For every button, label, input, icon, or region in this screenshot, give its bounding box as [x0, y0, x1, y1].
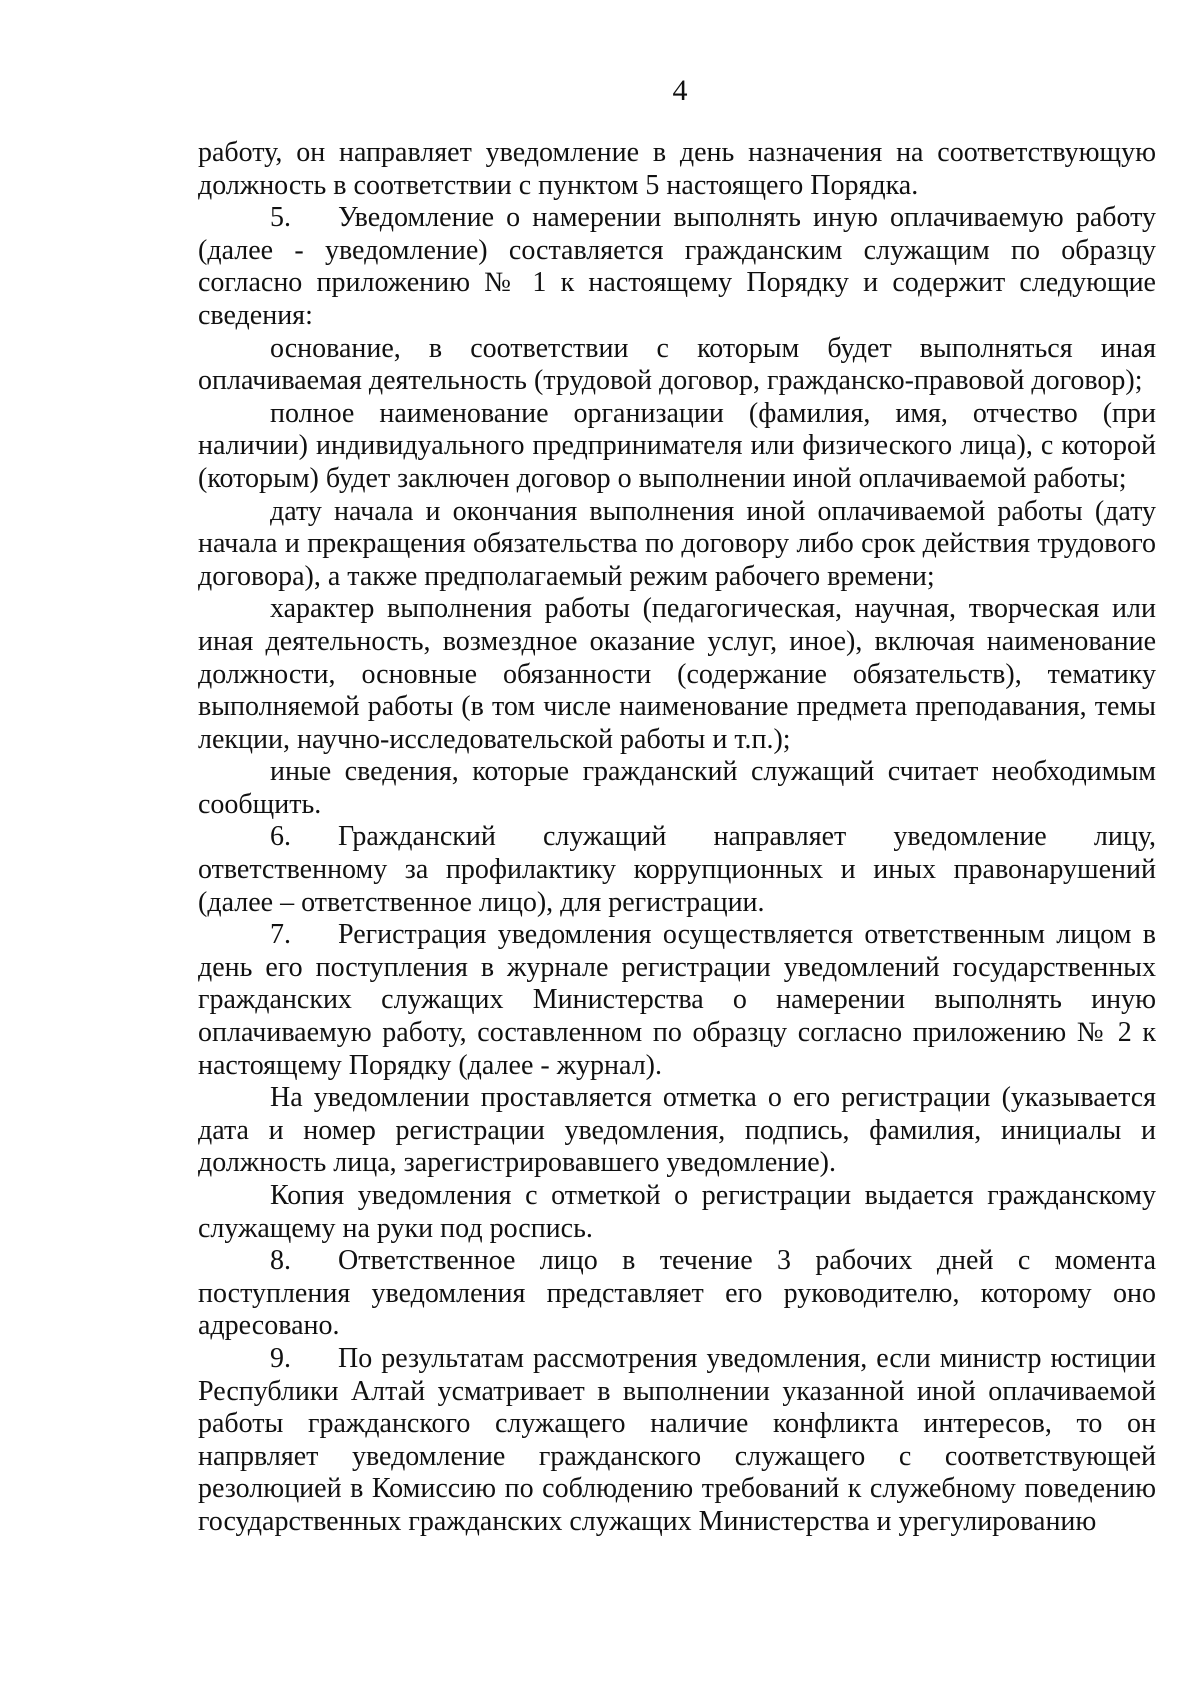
paragraph-text: На уведомлении проставляется отметка о его регистрации (указывается дата и номер регистрации уведомления, подпись, фамилия, инициалы и должность лица, зарегистрировавшего уведомление). — [198, 1082, 1156, 1179]
paragraph-text: иные сведения, которые гражданский служащий считает необходимым сообщить. — [198, 756, 1156, 820]
paragraph-text: Ответственное лицо в течение 3 рабочих дней с момента поступления уведомления представляет его руководителю, которому оно адресовано. — [198, 1245, 1156, 1342]
paragraph-number: 7. — [270, 919, 291, 951]
paragraph-number: 5. — [270, 202, 291, 234]
paragraph-item-6 — [198, 821, 1156, 919]
paragraph-item-9 — [198, 1343, 1156, 1539]
paragraph-number: 8. — [270, 1245, 291, 1277]
paragraph-text: основание, в соответствии с которым будет выполняться иная оплачиваемая деятельность (трудовой договор, гражданско-правовой договор); — [198, 332, 1156, 397]
paragraph-basis — [198, 333, 1156, 398]
paragraph-text: Регистрация уведомления осуществляется ответственным лицом в день его поступления в журнале регистрации уведомлений государственных гражданских служащих Министерства о намерении выполнять иную оплачиваемую работу, составленном по образцу согласно приложению № 2 к настоящему Порядку (далее - журнал). — [198, 919, 1156, 1081]
paragraph-text: По результатам рассмотрения уведомления, если министр юстиции Республики Алтай усматривает в выполнении указанной иной оплачиваемой работы гражданского служащего наличие конфликта интересов, то он напрвляет уведомление гражданского служащего с соответствующей резолюцией в Комиссию по соблюдению требований к служебному поведению государственных гражданских служащих Министерства и урегулированию — [198, 1342, 1156, 1537]
paragraph-organization — [198, 398, 1156, 496]
paragraph-item-8 — [198, 1245, 1156, 1343]
paragraph-other-info — [198, 756, 1156, 821]
paragraph-continuation — [198, 137, 1156, 202]
paragraph-copy-issued — [198, 1180, 1156, 1245]
document-body — [198, 137, 1156, 1539]
paragraph-dates — [198, 496, 1156, 594]
paragraph-work-nature — [198, 593, 1156, 756]
paragraph-text: Копия уведомления с отметкой о регистрации выдается гражданскому служащему на руки под роспись. — [198, 1180, 1156, 1244]
paragraph-text: работу, он направляет уведомление в день назначения на соответствующую должность в соответствии с пунктом 5 настоящего Порядка. — [198, 137, 1156, 201]
paragraph-text: Уведомление о намерении выполнять иную оплачиваемую работу (далее - уведомление) составляется гражданским служащим по образцу согласно приложению № 1 к настоящему Порядку и содержит следующие сведения: — [198, 202, 1156, 331]
paragraph-item-7 — [198, 919, 1156, 1082]
paragraph-number: 9. — [270, 1342, 291, 1374]
paragraph-number: 6. — [270, 821, 291, 853]
paragraph-text: дату начала и окончания выполнения иной оплачиваемой работы (дату начала и прекращения обязательства по договору либо срок действия трудового договора), а также предполагаемый режим рабочего времени; — [198, 495, 1156, 592]
paragraph-text: полное наименование организации (фамилия, имя, отчество (при наличии) индивидуального предпринимателя или физического лица), с которой (которым) будет заключен договор о выполнении иной оплачиваемой работы; — [198, 397, 1156, 494]
paragraph-registration-mark — [198, 1082, 1156, 1180]
paragraph-item-5 — [198, 202, 1156, 332]
paragraph-text: характер выполнения работы (педагогическая, научная, творческая или иная деятельность, возмездное оказание услуг, иное), включая наименование должности, основные обязанности (содержание обязательств), тематику выполняемой работы (в том числе наименование предмета преподавания, темы лекции, научно-исследовательской работы и т.п.); — [198, 593, 1156, 755]
paragraph-text: Гражданский служащий направляет уведомление лицу, ответственному за профилактику коррупционных и иных правонарушений (далее – ответственное лицо), для регистрации. — [198, 821, 1156, 918]
page-number: 4 — [672, 74, 688, 107]
